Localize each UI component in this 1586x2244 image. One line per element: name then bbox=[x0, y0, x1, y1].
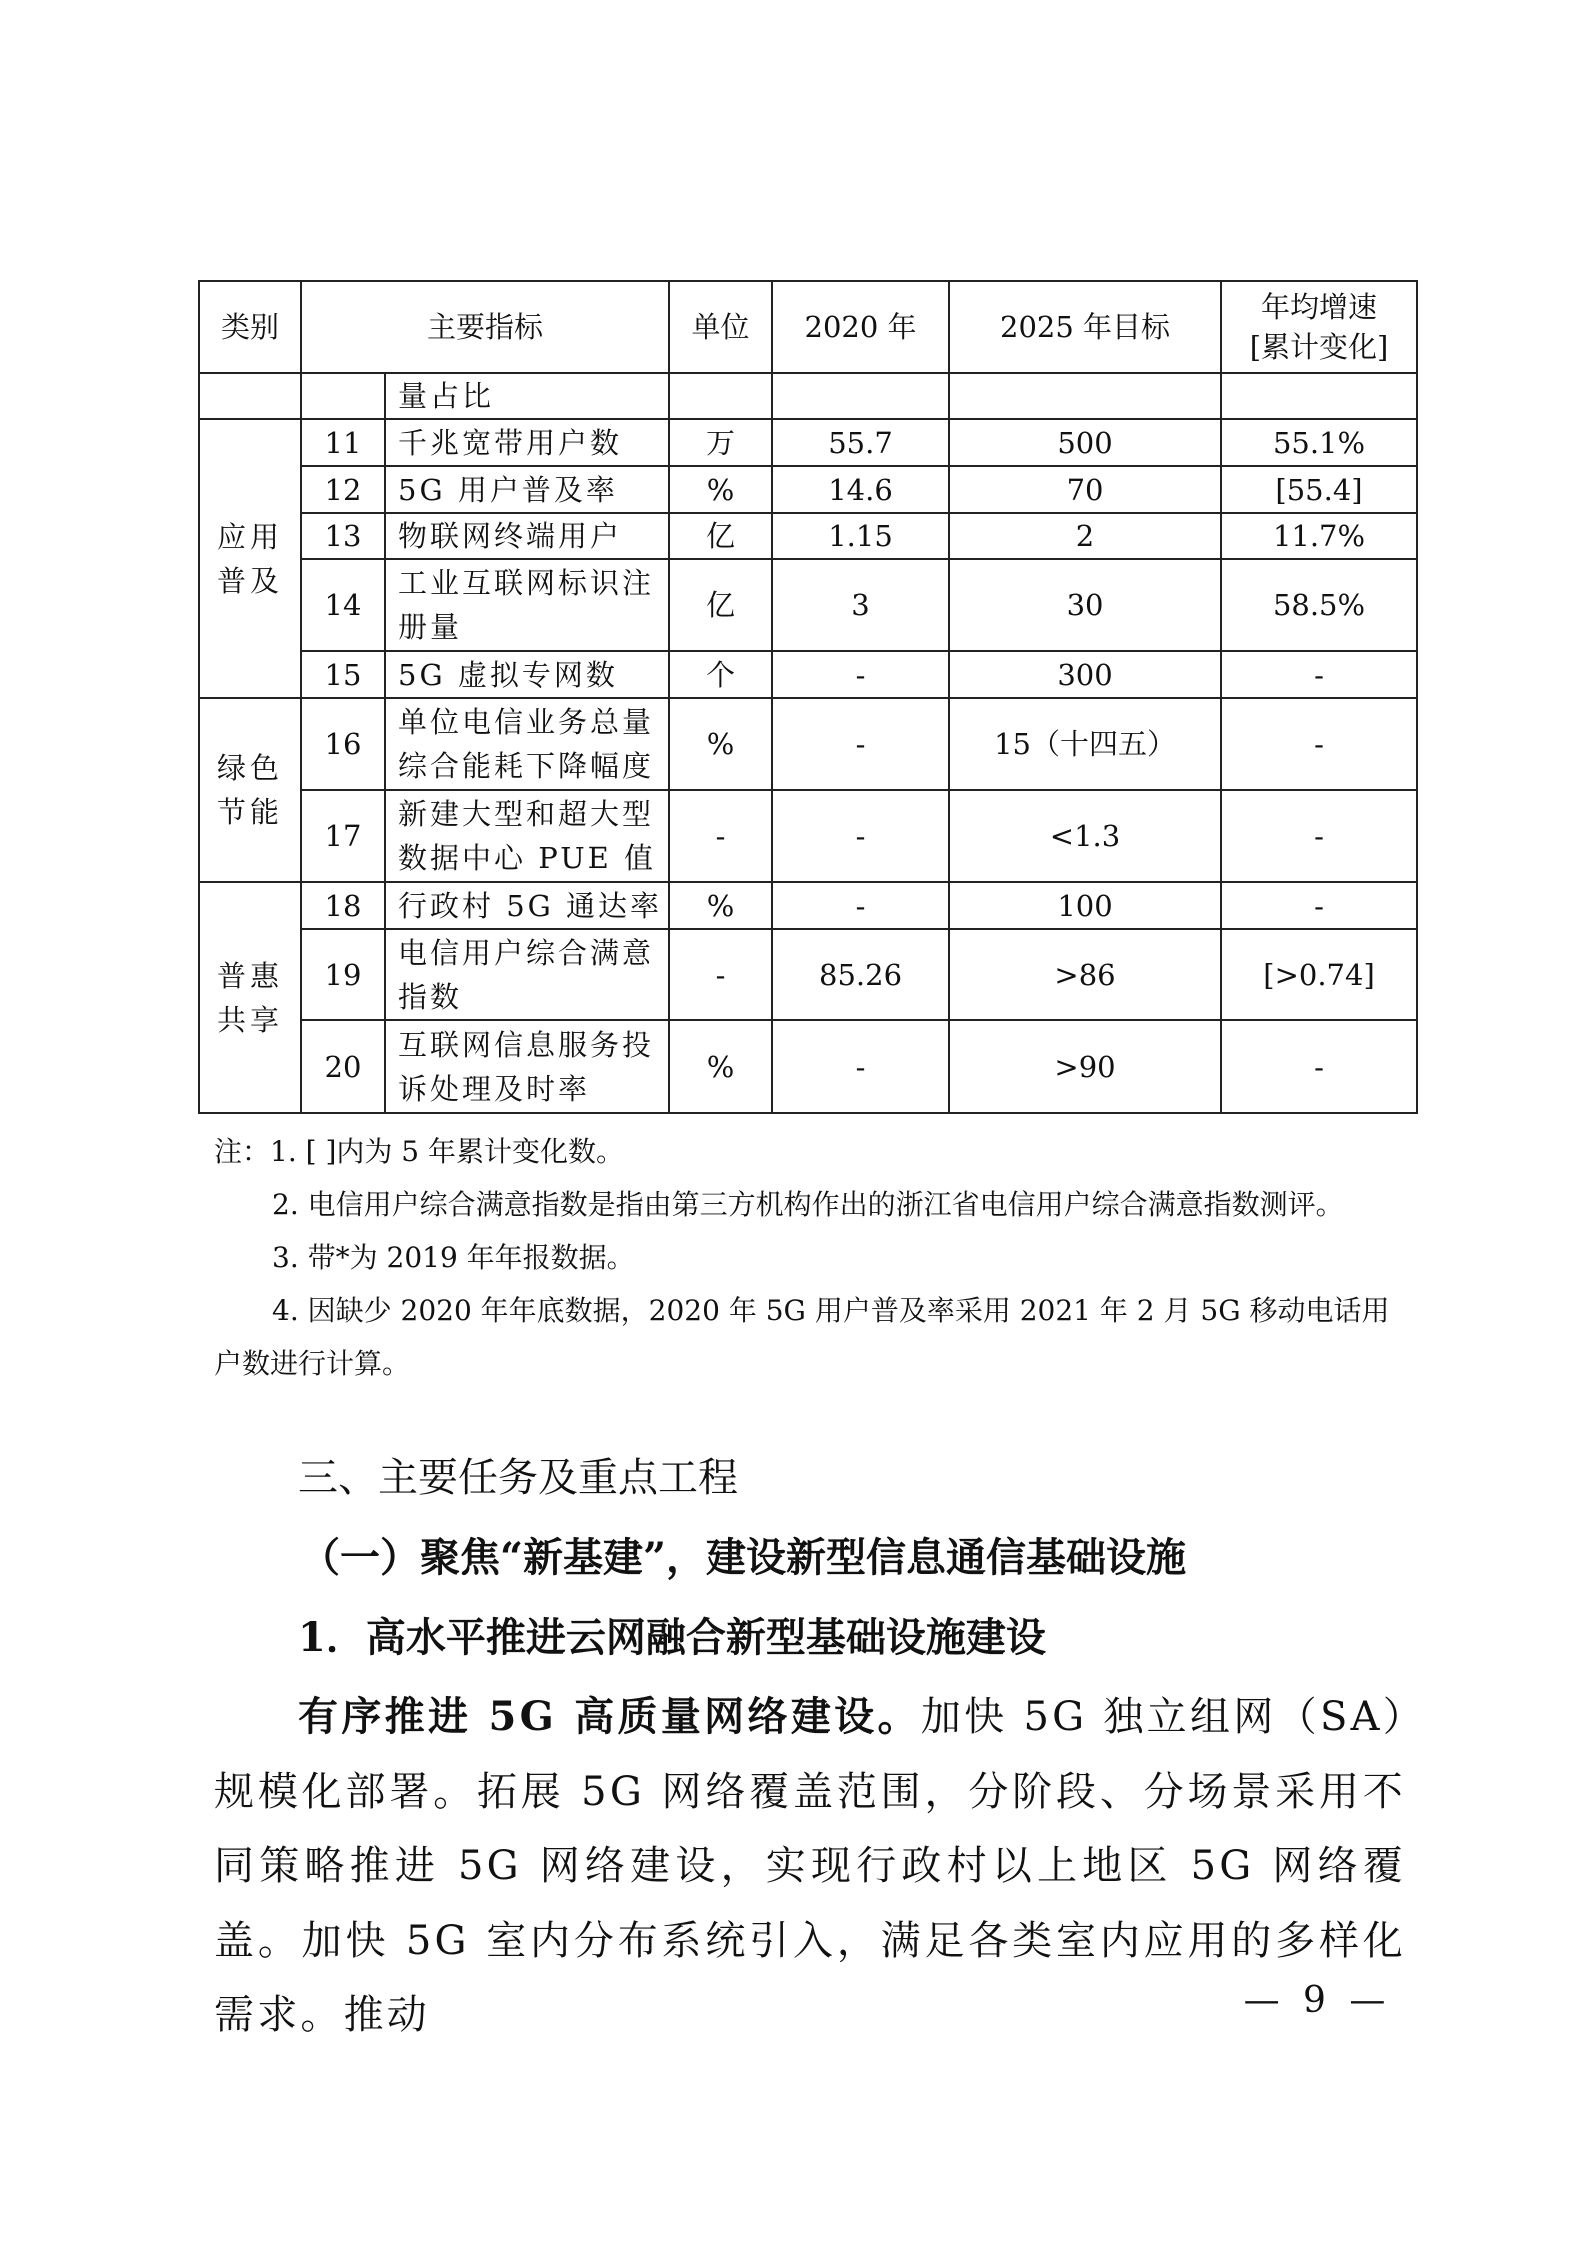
row-number: 11 bbox=[301, 419, 385, 466]
indicator-cell bbox=[385, 559, 669, 651]
indicator-cell bbox=[385, 1020, 669, 1113]
value-2020: 1.15 bbox=[772, 513, 949, 559]
table-row bbox=[199, 929, 1417, 1020]
indicator-line: 指数 bbox=[398, 979, 463, 1014]
value-growth: 55.1% bbox=[1221, 419, 1417, 466]
value-growth: 58.5% bbox=[1221, 559, 1417, 651]
table-row bbox=[199, 882, 1417, 929]
header-growth-line2: [累计变化] bbox=[1249, 330, 1389, 364]
empty-cell bbox=[669, 373, 772, 419]
value-growth: - bbox=[1221, 651, 1417, 698]
value-2020: - bbox=[772, 790, 949, 882]
value-2025: 100 bbox=[949, 882, 1221, 929]
paragraph bbox=[214, 1680, 1406, 2053]
indicator-line: 新建大型和超大型 bbox=[398, 797, 655, 831]
category-cell bbox=[199, 882, 301, 1113]
indicator-line: 工业互联网标识注 bbox=[398, 566, 655, 600]
table-row bbox=[199, 698, 1417, 790]
value-2025: 300 bbox=[949, 651, 1221, 698]
indicator-line: 综合能耗下降幅度 bbox=[398, 749, 655, 783]
indicator-cell: 千兆宽带用户数 bbox=[385, 419, 669, 466]
row-number: 17 bbox=[301, 790, 385, 882]
value-2025: 15（十四五） bbox=[949, 698, 1221, 790]
header-growth bbox=[1221, 281, 1417, 373]
category-line: 普及 bbox=[216, 563, 283, 598]
unit-cell: - bbox=[669, 790, 772, 882]
row-number: 16 bbox=[301, 698, 385, 790]
category-line: 普惠 bbox=[216, 958, 283, 993]
value-2020: - bbox=[772, 651, 949, 698]
indicator-line: 电信用户综合满意 bbox=[398, 935, 655, 970]
category-line: 应用 bbox=[216, 519, 283, 554]
category-line: 绿色 bbox=[216, 751, 283, 785]
value-2025: 70 bbox=[949, 466, 1221, 513]
indicator-line: 诉处理及时率 bbox=[398, 1071, 591, 1106]
value-2020: 14.6 bbox=[772, 466, 949, 513]
category-cell bbox=[199, 698, 301, 882]
header-indicator: 主要指标 bbox=[301, 281, 669, 373]
note-4: 4. 因缺少 2020 年年底数据，2020 年 5G 用户普及率采用 2021 年 2 月 5G 移动电话用户数进行计算。 bbox=[214, 1294, 1390, 1380]
row-number: 15 bbox=[301, 651, 385, 698]
indicator-cell bbox=[385, 698, 669, 790]
unit-cell: 亿 bbox=[669, 559, 772, 651]
category-line: 共享 bbox=[216, 1002, 283, 1037]
category-line: 节能 bbox=[216, 795, 283, 829]
table-row bbox=[199, 1020, 1417, 1113]
unit-cell: 个 bbox=[669, 651, 772, 698]
table-row bbox=[199, 790, 1417, 882]
indicator-cell: 物联网终端用户 bbox=[385, 513, 669, 559]
value-2020: - bbox=[772, 698, 949, 790]
empty-cell bbox=[199, 373, 301, 419]
note-2: 2. 电信用户综合满意指数是指由第三方机构作出的浙江省电信用户综合满意指数测评。 bbox=[272, 1188, 1344, 1221]
value-2020: - bbox=[772, 1020, 949, 1113]
value-growth: [>0.74] bbox=[1221, 929, 1417, 1020]
value-2020: 85.26 bbox=[772, 929, 949, 1020]
header-2025-target: 2025 年目标 bbox=[949, 281, 1221, 373]
empty-cell bbox=[301, 373, 385, 419]
value-2025: 500 bbox=[949, 419, 1221, 466]
value-growth: - bbox=[1221, 1020, 1417, 1113]
empty-cell bbox=[772, 373, 949, 419]
table-row bbox=[199, 559, 1417, 651]
indicator-cell bbox=[385, 929, 669, 1020]
empty-cell bbox=[1221, 373, 1417, 419]
value-2025: <1.3 bbox=[949, 790, 1221, 882]
note-1: 注：1. [ ]内为 5 年累计变化数。 bbox=[214, 1135, 624, 1168]
paragraph-text: 加快 5G 独立组网（SA）规模化部署。拓展 5G 网络覆盖范围，分阶段、分场景采用不同策略推进 5G 网络建设，实现行政村以上地区 5G 网络覆盖。加快 5G 室内分布系统引入，满足各类室内应用的多样化需求。推动 bbox=[214, 1694, 1406, 2038]
table-row bbox=[199, 651, 1417, 698]
header-growth-line1: 年均增速 bbox=[1261, 290, 1378, 324]
indicator-line: 册量 bbox=[398, 610, 463, 644]
subsection-heading: （一）聚焦“新基建”，建设新型信息通信基础设施 bbox=[300, 1534, 1187, 1581]
table-row bbox=[199, 419, 1417, 466]
row-number: 12 bbox=[301, 466, 385, 513]
value-2025: >90 bbox=[949, 1020, 1221, 1113]
value-growth: [55.4] bbox=[1221, 466, 1417, 513]
note-3: 3. 带*为 2019 年年报数据。 bbox=[272, 1241, 635, 1274]
page-number: — 9 — bbox=[1243, 1980, 1392, 2021]
section-heading: 三、主要任务及重点工程 bbox=[298, 1455, 738, 1501]
indicator-line: 互联网信息服务投 bbox=[398, 1027, 655, 1062]
value-2025: 2 bbox=[949, 513, 1221, 559]
body-paragraph bbox=[214, 1680, 1406, 2053]
unit-cell: % bbox=[669, 466, 772, 513]
row-number: 13 bbox=[301, 513, 385, 559]
indicator-table bbox=[198, 280, 1418, 1114]
table-header-row bbox=[199, 281, 1417, 373]
indicator-cell bbox=[385, 790, 669, 882]
value-growth: - bbox=[1221, 790, 1417, 882]
empty-cell bbox=[949, 373, 1221, 419]
table-row bbox=[199, 513, 1417, 559]
header-2020: 2020 年 bbox=[772, 281, 949, 373]
item-heading: 1．高水平推进云网融合新型基础设施建设 bbox=[298, 1614, 1046, 1661]
indicator-line: 数据中心 PUE 值 bbox=[398, 841, 657, 875]
value-2025: >86 bbox=[949, 929, 1221, 1020]
value-growth: - bbox=[1221, 882, 1417, 929]
unit-cell: 亿 bbox=[669, 513, 772, 559]
value-growth: 11.7% bbox=[1221, 513, 1417, 559]
indicator-cell: 5G 用户普及率 bbox=[385, 466, 669, 513]
table-row bbox=[199, 466, 1417, 513]
indicator-line: 单位电信业务总量 bbox=[398, 705, 655, 739]
indicator-cell: 5G 虚拟专网数 bbox=[385, 651, 669, 698]
value-2025: 30 bbox=[949, 559, 1221, 651]
unit-cell: - bbox=[669, 929, 772, 1020]
value-2020: 3 bbox=[772, 559, 949, 651]
value-2020: 55.7 bbox=[772, 419, 949, 466]
header-unit: 单位 bbox=[669, 281, 772, 373]
paragraph-lead: 有序推进 5G 高质量网络建设。 bbox=[298, 1693, 921, 1740]
value-growth: - bbox=[1221, 698, 1417, 790]
category-cell bbox=[199, 419, 301, 698]
row-number: 20 bbox=[301, 1020, 385, 1113]
header-category: 类别 bbox=[199, 281, 301, 373]
value-2020: - bbox=[772, 882, 949, 929]
indicator-cell: 量占比 bbox=[385, 373, 669, 419]
row-number: 14 bbox=[301, 559, 385, 651]
table-row-continued bbox=[199, 373, 1417, 419]
indicator-cell: 行政村 5G 通达率 bbox=[385, 882, 669, 929]
unit-cell: % bbox=[669, 698, 772, 790]
unit-cell: 万 bbox=[669, 419, 772, 466]
table-notes bbox=[214, 1125, 1409, 1390]
unit-cell: % bbox=[669, 882, 772, 929]
row-number: 18 bbox=[301, 882, 385, 929]
unit-cell: % bbox=[669, 1020, 772, 1113]
row-number: 19 bbox=[301, 929, 385, 1020]
